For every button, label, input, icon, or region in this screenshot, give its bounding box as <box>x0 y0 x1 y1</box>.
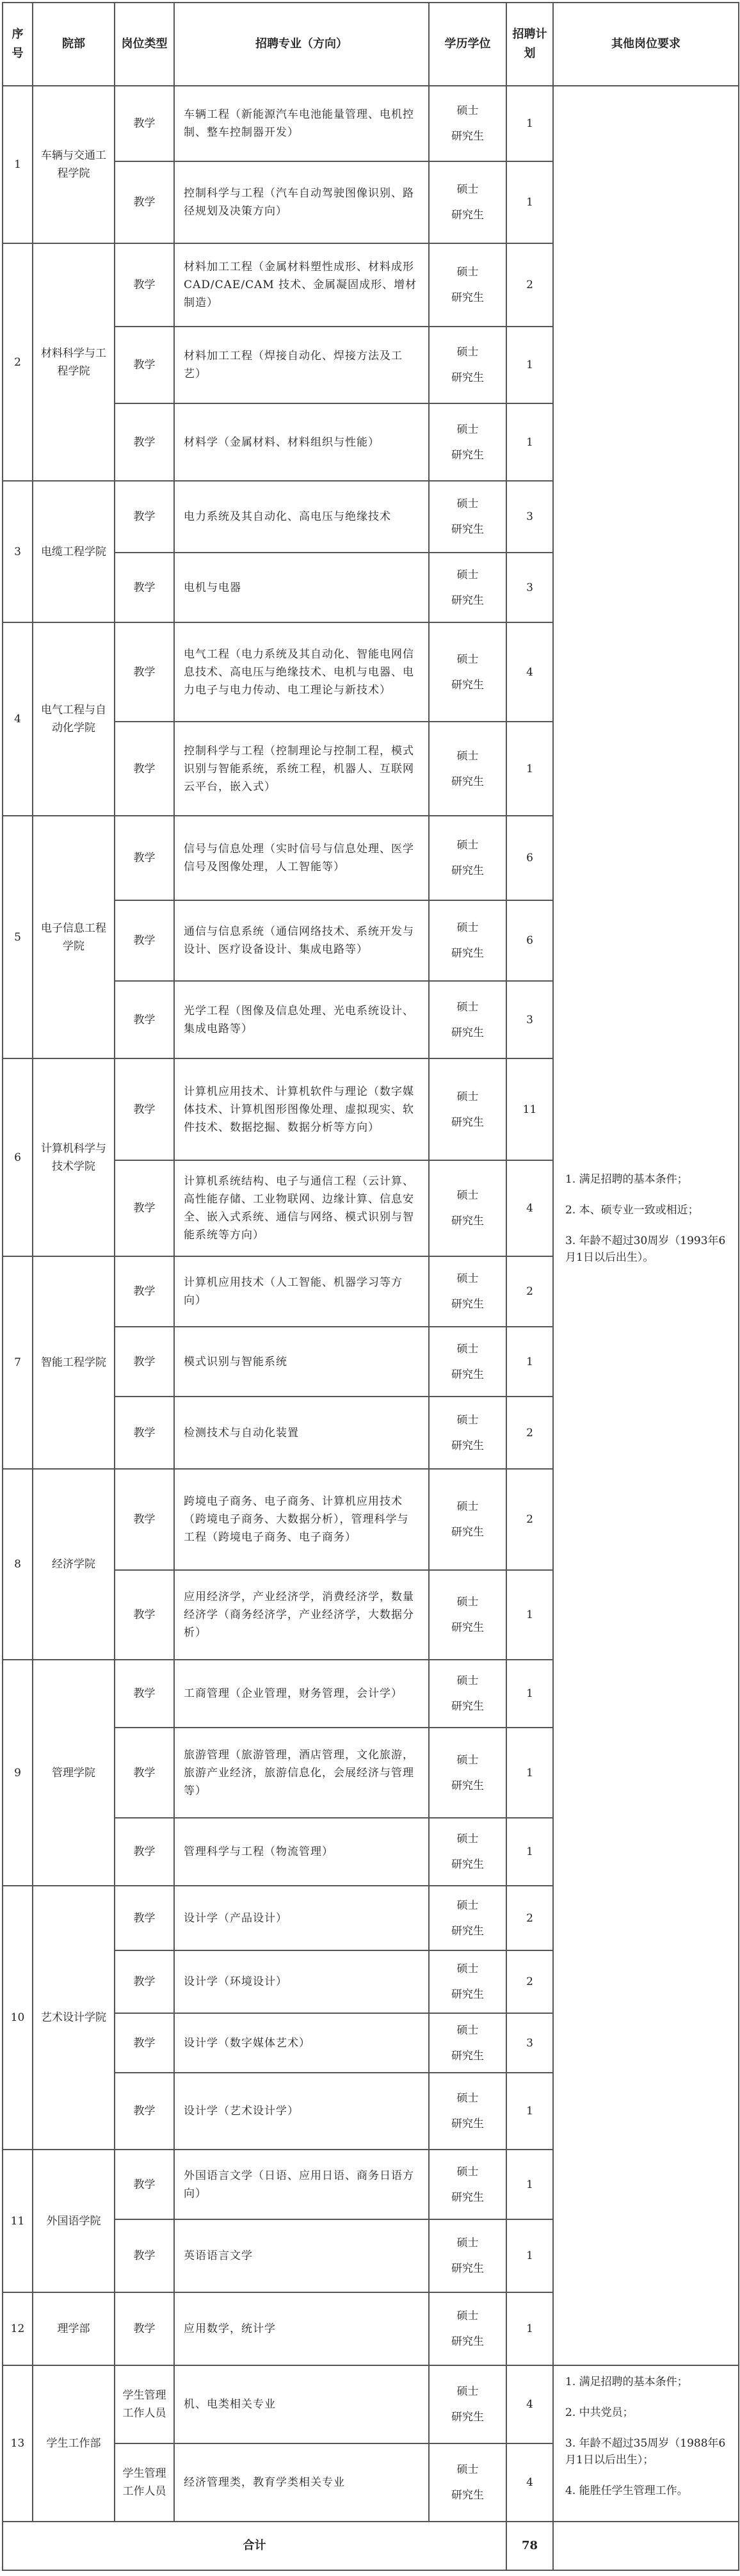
edu-level: 研究生 <box>451 2335 484 2348</box>
edu-degree: 硕士 <box>456 1090 479 1103</box>
edu-degree: 硕士 <box>456 749 479 763</box>
plan-cell: 3 <box>506 2013 553 2073</box>
edu-degree: 硕士 <box>456 2092 479 2105</box>
major-cell: 通信与信息系统（通信网络技术、系统开发与设计、医疗设备设计、集成电路等） <box>174 900 429 981</box>
edu-cell <box>429 86 506 161</box>
edu-degree: 硕士 <box>456 568 479 581</box>
dept-cell: 外国语学院 <box>33 2150 115 2292</box>
plan-cell: 6 <box>506 816 553 900</box>
edu-degree: 硕士 <box>456 1342 479 1356</box>
edu-cell <box>429 1160 506 1256</box>
requirement-line: 1. 满足招聘的基本条件； <box>565 1173 688 1186</box>
header-req: 其他岗位要求 <box>553 3 739 86</box>
edu-degree: 硕士 <box>456 183 479 196</box>
plan-cell: 1 <box>506 403 553 481</box>
post-type-cell: 教学 <box>115 553 174 622</box>
dept-cell: 材料科学与工程学院 <box>33 243 115 481</box>
post-type-cell: 教学 <box>115 1950 174 2013</box>
edu-degree: 硕士 <box>456 1413 479 1427</box>
major-cell: 经济管理类，教育学类相关专业 <box>174 2443 429 2522</box>
edu-degree: 硕士 <box>456 1753 479 1767</box>
major-cell: 跨境电子商务、电子商务、计算机应用技术（跨境电子商务、大数据分析），管理科学与工程（跨境电子商务、电子商务） <box>174 1469 429 1570</box>
plan-cell: 1 <box>506 1570 553 1660</box>
edu-level: 研究生 <box>451 775 484 788</box>
edu-level: 研究生 <box>451 1298 484 1311</box>
major-cell: 工商管理（企业管理，财务管理，会计学） <box>174 1660 429 1728</box>
post-type-cell: 教学 <box>115 622 174 722</box>
recruitment-table <box>2 2 739 2571</box>
plan-cell: 1 <box>506 722 553 816</box>
dept-cell: 艺术设计学院 <box>33 1886 115 2150</box>
seq-cell: 11 <box>3 2150 33 2292</box>
major-cell: 检测技术与自动化装置 <box>174 1397 429 1469</box>
header-seq: 序号 <box>3 3 33 86</box>
edu-degree: 硕士 <box>456 498 479 510</box>
edu-level: 研究生 <box>451 2489 484 2502</box>
post-type-cell: 教学 <box>115 2292 174 2365</box>
post-type-cell: 教学 <box>115 2150 174 2219</box>
plan-cell: 2 <box>506 1886 553 1950</box>
major-cell: 光学工程（图像及信息处理、光电系统设计、集成电路等） <box>174 981 429 1058</box>
requirement-line: 3. 年龄不超过30周岁（1993年6月1日以后出生）。 <box>565 1235 726 1264</box>
edu-level: 研究生 <box>451 947 484 960</box>
major-cell: 计算机系统结构、电子与通信工程（云计算、高性能存储、工业物联网、边缘计算、信息安全、嵌入式系统、通信与网络、模式识别与智能系统等方向） <box>174 1160 429 1256</box>
table-row <box>3 2365 739 2443</box>
edu-cell <box>429 722 506 816</box>
major-cell: 计算机应用技术（人工智能、机器学习等方向） <box>174 1256 429 1327</box>
plan-cell: 3 <box>506 553 553 622</box>
dept-cell: 管理学院 <box>33 1660 115 1886</box>
plan-cell: 4 <box>506 2443 553 2522</box>
edu-cell <box>429 1469 506 1570</box>
post-type-cell: 教学 <box>115 900 174 981</box>
major-cell: 设计学（数字媒体艺术） <box>174 2013 429 2073</box>
edu-cell <box>429 1886 506 1950</box>
requirement-line: 2. 中共党员； <box>565 2406 634 2419</box>
edu-level: 研究生 <box>451 1368 484 1381</box>
major-cell: 机、电类相关专业 <box>174 2365 429 2443</box>
seq-cell: 7 <box>3 1256 33 1469</box>
major-cell: 旅游管理（旅游管理，酒店管理，文化旅游，旅游产业经济，旅游信息化，会展经济与管理等） <box>174 1728 429 1818</box>
plan-cell: 1 <box>506 86 553 161</box>
edu-cell <box>429 2365 506 2443</box>
total-value: 78 <box>506 2522 553 2570</box>
major-cell: 模式识别与智能系统 <box>174 1327 429 1397</box>
edu-degree: 硕士 <box>456 2385 479 2398</box>
plan-cell: 11 <box>506 1058 553 1160</box>
edu-cell <box>429 900 506 981</box>
major-cell: 电气工程（电力系统及其自动化、智能电网信息技术、高电压与绝缘技术、电机与电器、电力电子与电力传动、电工理论与新技术） <box>174 622 429 722</box>
plan-cell: 1 <box>506 2219 553 2292</box>
edu-degree: 硕士 <box>456 2463 479 2476</box>
edu-cell <box>429 1660 506 1728</box>
seq-cell: 9 <box>3 1660 33 1886</box>
dept-cell: 车辆与交通工程学院 <box>33 86 115 243</box>
edu-level: 研究生 <box>451 1115 484 1129</box>
edu-degree: 硕士 <box>456 1963 479 1975</box>
plan-cell: 2 <box>506 1950 553 2013</box>
edu-cell <box>429 243 506 327</box>
major-cell: 设计学（产品设计） <box>174 1886 429 1950</box>
post-type-cell: 教学 <box>115 722 174 816</box>
dept-cell: 理学部 <box>33 2292 115 2365</box>
post-type-cell: 学生管理工作人员 <box>115 2443 174 2522</box>
total-empty <box>553 2522 739 2570</box>
post-type-cell: 教学 <box>115 1058 174 1160</box>
edu-cell <box>429 2219 506 2292</box>
edu-level: 研究生 <box>451 1026 484 1039</box>
edu-degree: 硕士 <box>456 1833 479 1845</box>
seq-cell: 12 <box>3 2292 33 2365</box>
dept-cell: 经济学院 <box>33 1469 115 1660</box>
edu-cell <box>429 1397 506 1469</box>
edu-cell <box>429 1950 506 2013</box>
plan-cell: 1 <box>506 1327 553 1397</box>
edu-cell <box>429 481 506 553</box>
major-cell: 材料加工工程（金属材料塑性成形、材料成形 CAD/CAE/CAM 技术、金属凝固成形、增材制造） <box>174 243 429 327</box>
requirements-teaching <box>553 86 739 2365</box>
seq-cell: 1 <box>3 86 33 243</box>
edu-level: 研究生 <box>451 130 484 143</box>
plan-cell: 2 <box>506 243 553 327</box>
edu-degree: 硕士 <box>456 346 479 359</box>
edu-level: 研究生 <box>451 291 484 304</box>
major-cell: 应用数学，统计学 <box>174 2292 429 2365</box>
edu-level: 研究生 <box>451 1924 484 1938</box>
edu-cell <box>429 2150 506 2219</box>
post-type-cell: 教学 <box>115 1818 174 1886</box>
edu-degree: 硕士 <box>456 423 479 436</box>
post-type-cell: 教学 <box>115 1570 174 1660</box>
major-cell: 材料加工工程（焊接自动化、焊接方法及工艺） <box>174 327 429 403</box>
table-row <box>3 86 739 161</box>
major-cell: 控制科学与工程（汽车自动驾驶图像识别、路径规划及决策方向） <box>174 161 429 243</box>
post-type-cell: 教学 <box>115 327 174 403</box>
header-plan: 招聘计划 <box>506 3 553 86</box>
edu-level: 研究生 <box>451 1439 484 1452</box>
plan-cell: 2 <box>506 1397 553 1469</box>
major-cell: 材料学（金属材料、材料组织与性能） <box>174 403 429 481</box>
post-type-cell: 学生管理工作人员 <box>115 2365 174 2443</box>
major-cell: 外国语言文学（日语、应用日语、商务日语方向） <box>174 2150 429 2219</box>
requirement-line: 3. 年龄不超过35周岁（1988年6月1日以后出生）； <box>565 2437 726 2467</box>
requirement-line: 1. 满足招聘的基本条件； <box>565 2376 688 2388</box>
major-cell: 车辆工程（新能源汽车电池能量管理、电机控制、整车控制器开发） <box>174 86 429 161</box>
post-type-cell: 教学 <box>115 1327 174 1397</box>
dept-cell: 计算机科学与技术学院 <box>33 1058 115 1256</box>
edu-cell <box>429 161 506 243</box>
edu-level: 研究生 <box>451 1215 484 1227</box>
edu-degree: 硕士 <box>456 104 479 117</box>
plan-cell: 1 <box>506 327 553 403</box>
post-type-cell: 教学 <box>115 403 174 481</box>
requirements-student <box>553 2365 739 2522</box>
plan-cell: 1 <box>506 1818 553 1886</box>
post-type-cell: 教学 <box>115 2013 174 2073</box>
edu-cell <box>429 1327 506 1397</box>
plan-cell: 1 <box>506 161 553 243</box>
seq-cell: 5 <box>3 816 33 1058</box>
edu-degree: 硕士 <box>456 2165 479 2178</box>
edu-level: 研究生 <box>451 2118 484 2130</box>
requirement-line: 2. 本、硕专业一致或相近； <box>565 1204 699 1217</box>
header-post-type: 岗位类型 <box>115 3 174 86</box>
edu-degree: 硕士 <box>456 2310 479 2322</box>
plan-cell: 1 <box>506 2292 553 2365</box>
edu-level: 研究生 <box>451 1700 484 1713</box>
plan-cell: 1 <box>506 2150 553 2219</box>
major-cell: 应用经济学，产业经济学，消费经济学，数量经济学（商务经济学，产业经济学，大数据分析） <box>174 1570 429 1660</box>
edu-cell <box>429 1728 506 1818</box>
major-cell: 管理科学与工程（物流管理） <box>174 1818 429 1886</box>
plan-cell: 3 <box>506 481 553 553</box>
major-cell: 电力系统及其自动化、高电压与绝缘技术 <box>174 481 429 553</box>
edu-degree: 硕士 <box>456 652 479 666</box>
major-cell: 英语语言文学 <box>174 2219 429 2292</box>
post-type-cell: 教学 <box>115 981 174 1058</box>
major-cell: 计算机应用技术、计算机软件与理论（数字媒体技术、计算机图形图像处理、虚拟现实、软件技术、数据挖掘、数据分析等方向） <box>174 1058 429 1160</box>
requirement-line: 4. 能胜任学生管理工作。 <box>565 2484 688 2497</box>
edu-level: 研究生 <box>451 1858 484 1871</box>
plan-cell: 6 <box>506 900 553 981</box>
edu-cell <box>429 1818 506 1886</box>
edu-level: 研究生 <box>451 1621 484 1634</box>
edu-degree: 硕士 <box>456 1272 479 1285</box>
edu-cell <box>429 816 506 900</box>
plan-cell: 4 <box>506 2365 553 2443</box>
edu-degree: 硕士 <box>456 921 479 934</box>
edu-level: 研究生 <box>451 2191 484 2204</box>
edu-level: 研究生 <box>451 2411 484 2424</box>
plan-cell: 2 <box>506 1256 553 1327</box>
header-dept: 院部 <box>33 3 115 86</box>
seq-cell: 8 <box>3 1469 33 1660</box>
major-cell: 设计学（环境设计） <box>174 1950 429 2013</box>
edu-level: 研究生 <box>451 448 484 462</box>
major-cell: 控制科学与工程（控制理论与控制工程，模式识别与智能系统，系统工程，机器人、互联网云平台，嵌入式） <box>174 722 429 816</box>
post-type-cell: 教学 <box>115 481 174 553</box>
edu-cell <box>429 622 506 722</box>
edu-cell <box>429 553 506 622</box>
post-type-cell: 教学 <box>115 1256 174 1327</box>
edu-level: 研究生 <box>451 523 484 536</box>
post-type-cell: 教学 <box>115 161 174 243</box>
header-edu: 学历学位 <box>429 3 506 86</box>
edu-level: 研究生 <box>451 2262 484 2275</box>
plan-cell: 4 <box>506 622 553 722</box>
dept-cell: 学生工作部 <box>33 2365 115 2522</box>
plan-cell: 2 <box>506 1469 553 1570</box>
plan-cell: 1 <box>506 1660 553 1728</box>
plan-cell: 1 <box>506 2073 553 2150</box>
seq-cell: 13 <box>3 2365 33 2522</box>
dept-cell: 智能工程学院 <box>33 1256 115 1469</box>
edu-level: 研究生 <box>451 209 484 222</box>
header-major: 招聘专业（方向） <box>174 3 429 86</box>
dept-cell: 电缆工程学院 <box>33 481 115 622</box>
post-type-cell: 教学 <box>115 86 174 161</box>
edu-level: 研究生 <box>451 371 484 384</box>
plan-cell: 4 <box>506 1160 553 1256</box>
edu-degree: 硕士 <box>456 1596 479 1608</box>
edu-level: 研究生 <box>451 1779 484 1792</box>
total-row <box>3 2522 739 2570</box>
post-type-cell: 教学 <box>115 2219 174 2292</box>
edu-level: 研究生 <box>451 1526 484 1539</box>
edu-degree: 硕士 <box>456 2237 479 2249</box>
seq-cell: 3 <box>3 481 33 622</box>
seq-cell: 10 <box>3 1886 33 2150</box>
plan-cell: 3 <box>506 981 553 1058</box>
edu-cell <box>429 403 506 481</box>
edu-level: 研究生 <box>451 2049 484 2062</box>
edu-cell <box>429 1570 506 1660</box>
post-type-cell: 教学 <box>115 1728 174 1818</box>
seq-cell: 4 <box>3 622 33 816</box>
post-type-cell: 教学 <box>115 1160 174 1256</box>
edu-level: 研究生 <box>451 678 484 692</box>
edu-cell <box>429 2443 506 2522</box>
post-type-cell: 教学 <box>115 1397 174 1469</box>
post-type-cell: 教学 <box>115 1660 174 1728</box>
post-type-cell: 教学 <box>115 1886 174 1950</box>
total-label: 合计 <box>3 2522 506 2570</box>
edu-degree: 硕士 <box>456 1189 479 1202</box>
post-type-cell: 教学 <box>115 243 174 327</box>
post-type-cell: 教学 <box>115 1469 174 1570</box>
dept-cell: 电子信息工程学院 <box>33 816 115 1058</box>
edu-cell <box>429 327 506 403</box>
edu-level: 研究生 <box>451 864 484 877</box>
edu-cell <box>429 1256 506 1327</box>
edu-degree: 硕士 <box>456 1899 479 1912</box>
edu-degree: 硕士 <box>456 1000 479 1014</box>
edu-cell <box>429 981 506 1058</box>
edu-cell <box>429 2292 506 2365</box>
post-type-cell: 教学 <box>115 816 174 900</box>
edu-degree: 硕士 <box>456 839 479 852</box>
post-type-cell: 教学 <box>115 2073 174 2150</box>
edu-degree: 硕士 <box>456 1674 479 1687</box>
major-cell: 信号与信息处理（实时信号与信息处理、医学信号及图像处理，人工智能等） <box>174 816 429 900</box>
table-body <box>3 86 739 2570</box>
plan-cell: 1 <box>506 1728 553 1818</box>
edu-cell <box>429 2013 506 2073</box>
edu-degree: 硕士 <box>456 2023 479 2037</box>
edu-degree: 硕士 <box>456 1500 479 1513</box>
seq-cell: 6 <box>3 1058 33 1256</box>
seq-cell: 2 <box>3 243 33 481</box>
edu-level: 研究生 <box>451 594 484 607</box>
dept-cell: 电气工程与自动化学院 <box>33 622 115 816</box>
major-cell: 设计学（艺术设计学） <box>174 2073 429 2150</box>
edu-level: 研究生 <box>451 1988 484 2001</box>
major-cell: 电机与电器 <box>174 553 429 622</box>
edu-degree: 硕士 <box>456 266 479 279</box>
edu-cell <box>429 2073 506 2150</box>
header-row <box>3 3 739 86</box>
edu-cell <box>429 1058 506 1160</box>
